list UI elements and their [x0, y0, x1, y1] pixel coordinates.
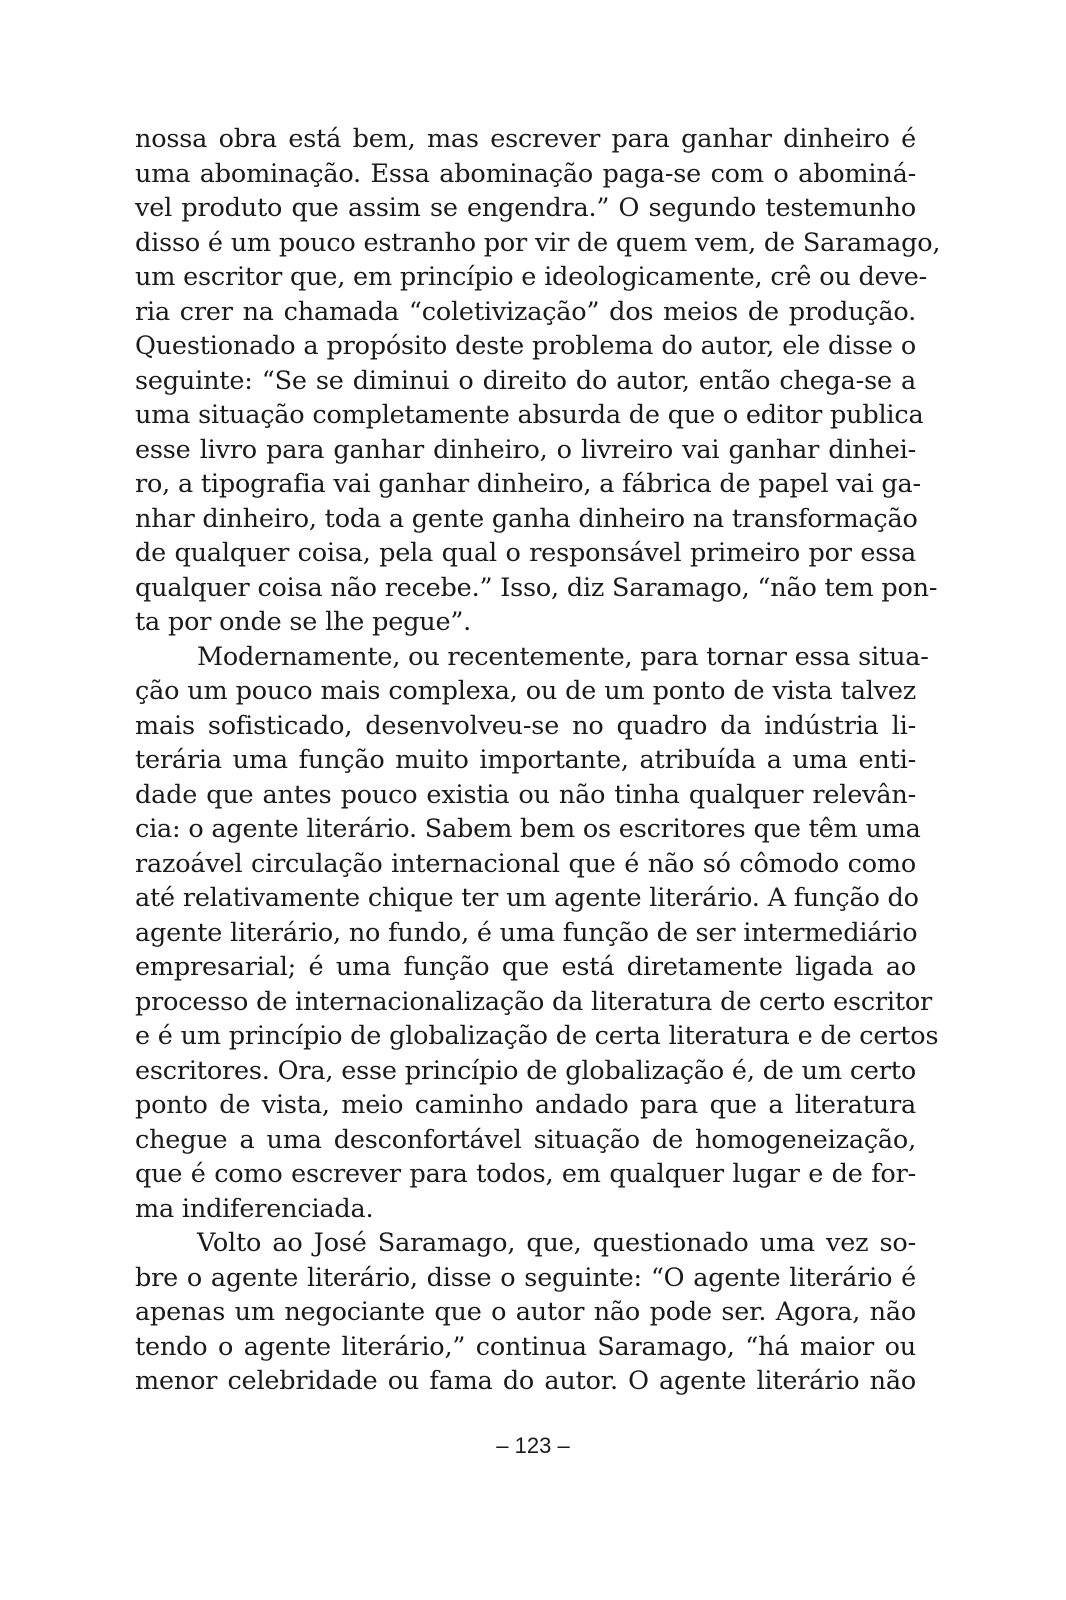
- text-line: ponto de vista, meio caminho andado para que a literatura: [135, 1090, 916, 1120]
- text-line: terária uma função muito importante, atribuída a uma enti-: [135, 745, 916, 775]
- text-line: menor celebridade ou fama do autor. O agente literário não: [135, 1366, 916, 1396]
- text-line: ção um pouco mais complexa, ou de um ponto de vista talvez: [135, 676, 916, 706]
- paragraph: [135, 640, 939, 1227]
- text-line: que é como escrever para todos, em qualquer lugar e de for-: [135, 1159, 916, 1189]
- text-line: Volto ao José Saramago, que, questionado uma vez so-: [197, 1228, 916, 1258]
- text-line: uma situação completamente absurda de que o editor publica: [135, 400, 924, 430]
- text-line: qualquer coisa não recebe.” Isso, diz Saramago, “não tem pon-: [135, 572, 938, 603]
- text-line: ria crer na chamada “coletivização” dos meios de produção.: [135, 296, 916, 327]
- text-line: e é um princípio de globalização de certa literatura e de certos: [135, 1021, 939, 1051]
- text-line: empresarial; é uma função que está diretamente ligada ao: [135, 952, 916, 982]
- text-line: ta por onde se lhe pegue”.: [135, 607, 472, 637]
- text-line: um escritor que, em princípio e ideologicamente, crê ou deve-: [135, 262, 928, 292]
- text-line: processo de internacionalização da literatura de certo escritor: [135, 986, 933, 1017]
- text-line: dade que antes pouco existia ou não tinha qualquer relevân-: [135, 779, 916, 810]
- text-line: esse livro para ganhar dinheiro, o livreiro vai ganhar dinhei-: [135, 434, 916, 465]
- text-line: até relativamente chique ter um agente literário. A função do: [135, 883, 919, 913]
- text-line: cia: o agente literário. Sabem bem os escritores que têm uma: [135, 814, 921, 844]
- text-line: Questionado a propósito deste problema do autor, ele disse o: [135, 331, 916, 361]
- paragraph: [135, 122, 941, 640]
- text-line: agente literário, no fundo, é uma função de ser intermediário: [135, 917, 918, 948]
- text-line: nhar dinheiro, toda a gente ganha dinheiro na transformação: [135, 503, 918, 534]
- text-line: apenas um negociante que o autor não pode ser. Agora, não: [135, 1297, 916, 1327]
- paragraph: [135, 1226, 916, 1399]
- page-body: [135, 122, 941, 1399]
- text-line: seguinte: “Se se diminui o direito do autor, então chega-se a: [135, 365, 916, 396]
- text-line: bre o agente literário, disse o seguinte: “O agente literário é: [135, 1262, 916, 1293]
- text-line: Modernamente, ou recentemente, para tornar essa situa-: [197, 641, 929, 672]
- text-line: tendo o agente literário,” continua Saramago, “há maior ou: [135, 1331, 916, 1362]
- text-line: razoável circulação internacional que é não só cômodo como: [135, 848, 916, 879]
- text-line: nossa obra está bem, mas escrever para ganhar dinheiro é: [135, 124, 916, 154]
- text-line: escritores. Ora, esse princípio de globalização é, de um certo: [135, 1055, 916, 1086]
- text-line: uma abominação. Essa abominação paga-se com o abominá-: [135, 158, 916, 189]
- text-line: chegue a uma desconfortável situação de homogeneização,: [135, 1124, 916, 1155]
- text-line: vel produto que assim se engendra.” O segundo testemunho: [135, 193, 916, 223]
- text-line: ma indiferenciada.: [135, 1193, 374, 1224]
- text-line: disso é um pouco estranho por vir de quem vem, de Saramago,: [135, 227, 941, 258]
- page-number: – 123 –: [496, 1433, 570, 1458]
- text-line: mais sofisticado, desenvolveu-se no quadro da indústria li-: [135, 710, 916, 741]
- text-line: de qualquer coisa, pela qual o responsável primeiro por essa: [135, 538, 916, 568]
- text-line: ro, a tipografia vai ganhar dinheiro, a fábrica de papel vai ga-: [135, 469, 921, 499]
